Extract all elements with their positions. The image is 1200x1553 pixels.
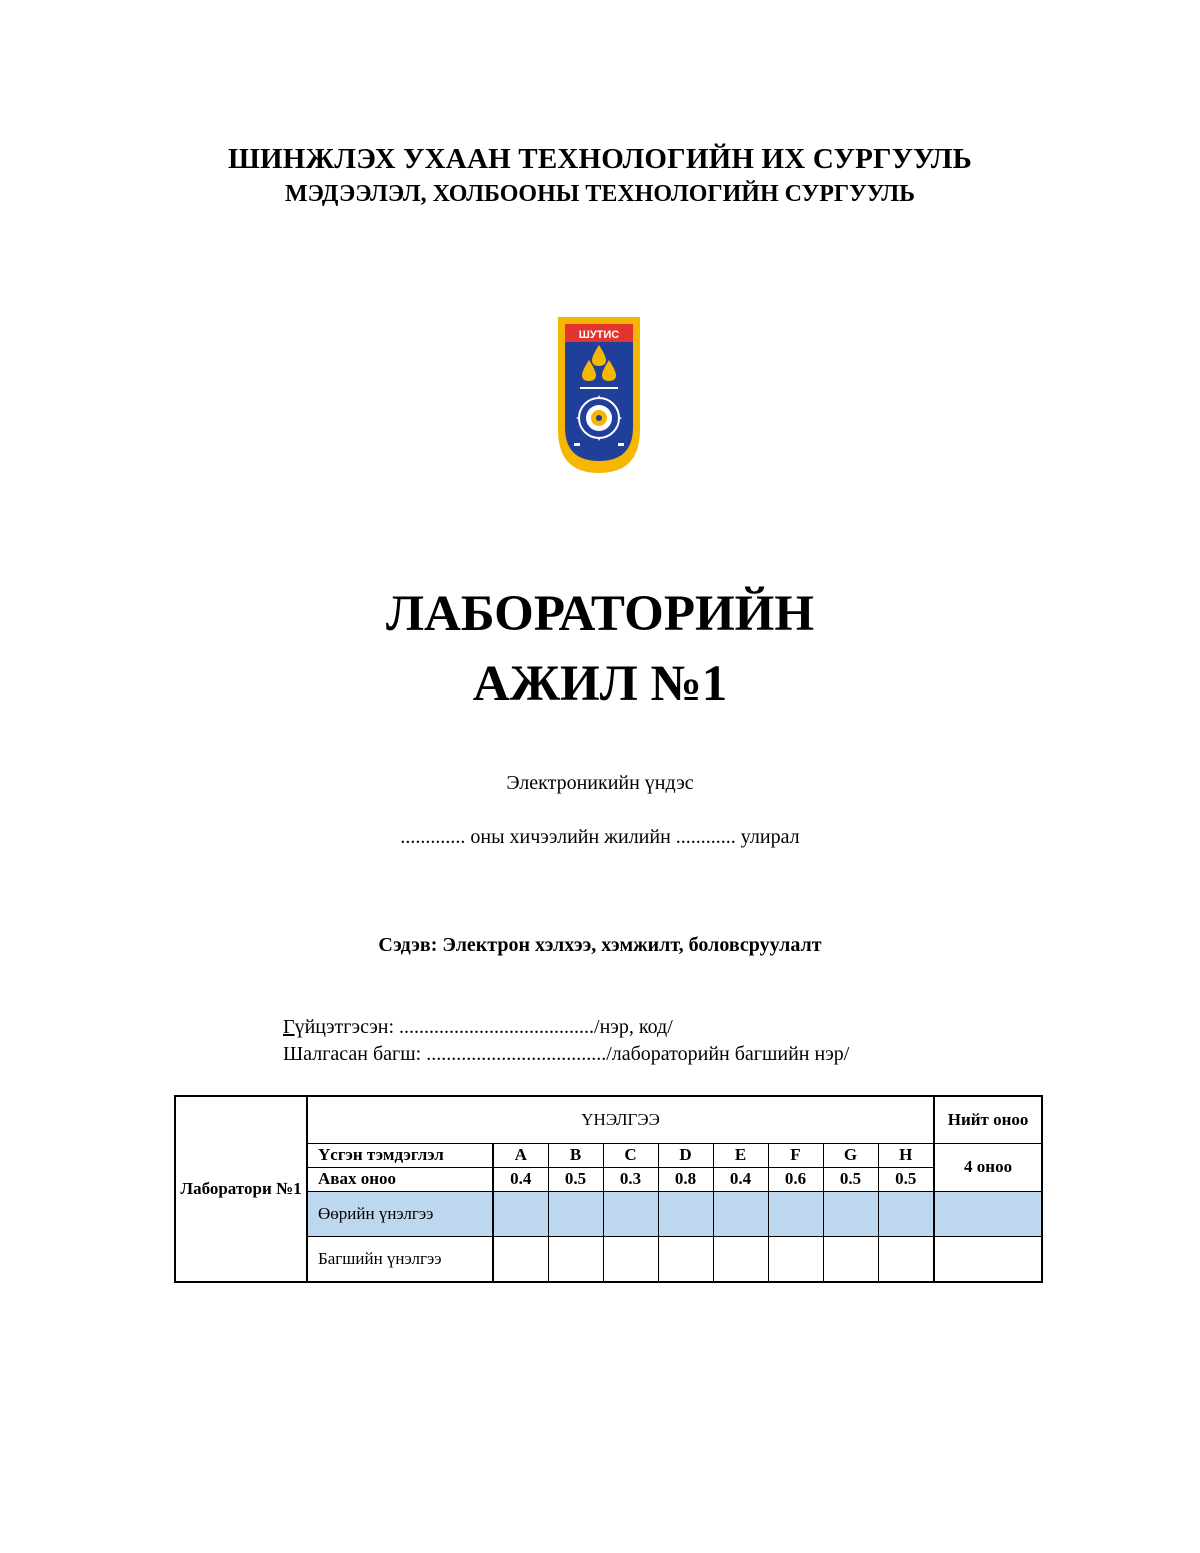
points-g: 0.5 xyxy=(823,1167,878,1191)
symbols-label: Үсгэн тэмдэглэл xyxy=(307,1143,493,1167)
teacher-eval-cell-b[interactable] xyxy=(548,1236,603,1282)
points-a: 0.4 xyxy=(493,1167,548,1191)
total-value: 4 оноо xyxy=(934,1143,1042,1191)
symbol-a: A xyxy=(493,1143,548,1167)
school-name: МЭДЭЭЛЭЛ, ХОЛБООНЫ ТЕХНОЛОГИЙН СУРГУУЛЬ xyxy=(284,181,916,207)
lab-label-cell: Лаборатори №1 xyxy=(175,1096,307,1282)
teacher-eval-cell-e[interactable] xyxy=(713,1236,768,1282)
self-eval-cell-a[interactable] xyxy=(493,1191,548,1236)
self-eval-cell-f[interactable] xyxy=(768,1191,823,1236)
symbol-c: C xyxy=(603,1143,658,1167)
teacher-eval-cell-f[interactable] xyxy=(768,1236,823,1282)
symbol-d: D xyxy=(658,1143,713,1167)
points-c: 0.3 xyxy=(603,1167,658,1191)
symbol-e: E xyxy=(713,1143,768,1167)
checked-by-line: Шалгасан багш: ..................................../лабораторийн багшийн нэр/ xyxy=(283,1043,850,1065)
lab-title-line2: АЖИЛ №1 xyxy=(472,656,728,712)
university-name: ШИНЖЛЭХ УХААН ТЕХНОЛОГИЙН ИХ СУРГУУЛЬ xyxy=(227,143,973,175)
self-eval-cell-e[interactable] xyxy=(713,1191,768,1236)
points-b: 0.5 xyxy=(548,1167,603,1191)
symbol-g: G xyxy=(823,1143,878,1167)
completed-by-text: үйцэтгэсэн: ......................................./нэр, код/ xyxy=(294,1016,673,1038)
self-eval-cell-g[interactable] xyxy=(823,1191,878,1236)
completed-by-initial: Г xyxy=(283,1016,295,1038)
teacher-eval-cell-d[interactable] xyxy=(658,1236,713,1282)
grading-header: ҮНЭЛГЭЭ xyxy=(307,1096,934,1143)
lab-topic: Сэдэв: Электрон хэлхээ, хэмжилт, боловсруулалт xyxy=(378,934,822,956)
teacher-eval-cell-h[interactable] xyxy=(878,1236,934,1282)
university-logo xyxy=(556,315,642,475)
total-header: Нийт оноо xyxy=(934,1096,1042,1143)
logo-text: ШУТИС xyxy=(578,329,620,341)
points-label: Авах оноо xyxy=(307,1167,493,1191)
points-h: 0.5 xyxy=(878,1167,934,1191)
teacher-eval-total[interactable] xyxy=(934,1236,1042,1282)
symbol-f: F xyxy=(768,1143,823,1167)
self-eval-cell-d[interactable] xyxy=(658,1191,713,1236)
course-name: Электроникийн үндэс xyxy=(506,772,694,794)
points-e: 0.4 xyxy=(713,1167,768,1191)
symbol-h: H xyxy=(878,1143,934,1167)
completed-by-line xyxy=(283,1016,673,1039)
points-f: 0.6 xyxy=(768,1167,823,1191)
symbol-b: B xyxy=(548,1143,603,1167)
teacher-eval-cell-c[interactable] xyxy=(603,1236,658,1282)
academic-term: ............. оны хичээлийн жилийн ............ улирал xyxy=(400,826,800,848)
teacher-eval-cell-g[interactable] xyxy=(823,1236,878,1282)
points-d: 0.8 xyxy=(658,1167,713,1191)
teacher-eval-label: Багшийн үнэлгээ xyxy=(307,1236,493,1282)
lab-title-line1: ЛАБОРАТОРИЙН xyxy=(385,586,815,642)
self-eval-cell-b[interactable] xyxy=(548,1191,603,1236)
self-eval-cell-c[interactable] xyxy=(603,1191,658,1236)
grading-table xyxy=(174,1095,1043,1283)
teacher-eval-cell-a[interactable] xyxy=(493,1236,548,1282)
self-eval-total[interactable] xyxy=(934,1191,1042,1236)
self-eval-cell-h[interactable] xyxy=(878,1191,934,1236)
self-eval-label: Өөрийн үнэлгээ xyxy=(307,1191,493,1236)
